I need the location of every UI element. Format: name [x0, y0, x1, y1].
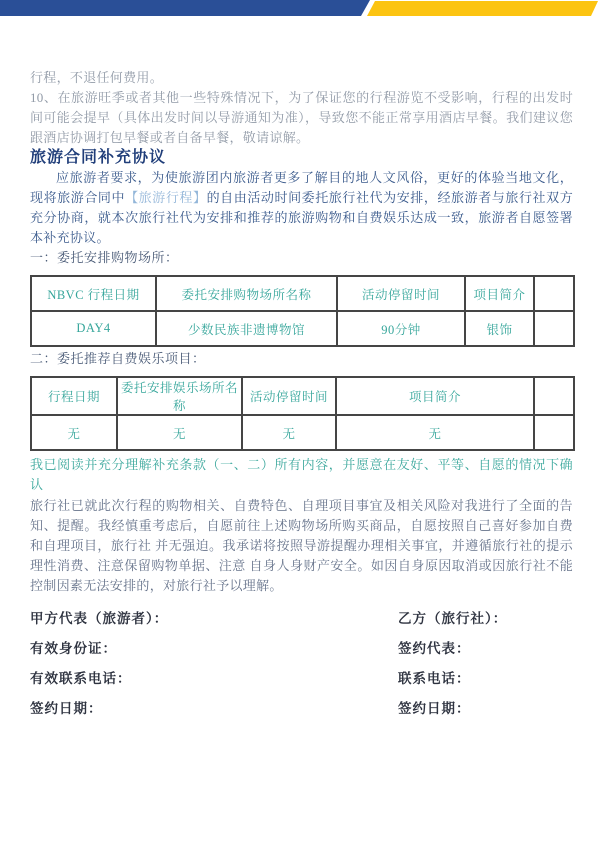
party-b-name-label: 乙方（旅行社）：	[398, 611, 508, 626]
shopping-cell-venue: 少数民族非遗博物馆	[156, 311, 337, 346]
agreement-title: 旅游合同补充协议	[30, 149, 167, 166]
entertainment-header-venue: 委托安排娱乐场所名称	[117, 377, 242, 415]
shopping-table-header-row	[31, 276, 574, 311]
top-brand-bar	[0, 0, 600, 17]
document-content	[30, 68, 573, 719]
party-b-representative-label: 签约代表：	[398, 641, 471, 656]
policy-item-10: 10、在旅游旺季或者其他一些特殊情况下，为了保证您的行程游览不受影响，行程的出发时间可能会提早（具体出发时间以导游通知为准），导致您不能正常享用酒店早餐。我们建议您跟酒店协调打包早餐或者自备早餐，敬请谅解。	[30, 90, 573, 145]
agreement-intro	[30, 168, 573, 248]
party-b-date-label: 签约日期：	[398, 701, 471, 716]
shopping-table	[30, 275, 575, 347]
shopping-cell-duration: 90分钟	[337, 311, 465, 346]
shopping-cell-date: DAY4	[31, 311, 156, 346]
shopping-header-venue: 委托安排购物场所名称	[156, 276, 337, 311]
entertainment-cell-brief: 无	[336, 415, 534, 450]
entertainment-header-brief: 项目简介	[336, 377, 534, 415]
entertainment-cell-venue: 无	[117, 415, 242, 450]
shopping-table-row	[31, 311, 574, 346]
shopping-header-extra	[534, 276, 574, 311]
entertainment-cell-duration: 无	[242, 415, 336, 450]
declaration-paragraph: 旅行社已就此次行程的购物相关、自费特色、自理项目事宜及相关风险对我进行了全面的告知、提醒。我经慎重考虑后，自愿前往上述购物场所购买商品，自愿按照自己喜好参加自费和自理项目，旅行社 并无强迫。我承诺将按照导游提醒办理相关事宜，并遵循旅行社的提示理性消费、注意保留购物单据、注意 自身人身财产安全。如因自身原因取消或因旅行社不能控制因素无法安排的，对旅行社予以理解。	[30, 498, 573, 593]
entertainment-cell-extra	[534, 415, 574, 450]
shopping-cell-brief: 银饰	[465, 311, 534, 346]
shopping-header-date: NBVC 行程日期	[31, 276, 156, 311]
party-b-phone-label: 联系电话：	[398, 671, 471, 686]
intro-note: 行程，不退任何费用。	[30, 70, 164, 85]
entertainment-header-extra	[534, 377, 574, 415]
agreement-intro-after: 的自由活动时间委托旅行社代为安排，经旅游者与旅行社双方充分协商，就本次旅行社代为安排和推荐的旅游购物和自费娱乐达成一致，旅游者自愿签署本补充协议。	[30, 190, 573, 245]
entertainment-header-date: 行程日期	[31, 377, 117, 415]
entertainment-cell-date: 无	[31, 415, 117, 450]
confirmation-note: 我已阅读并充分理解补充条款（一、二）所有内容，并愿意在友好、平等、自愿的情况下确认	[30, 457, 573, 492]
party-a-phone-label: 有效联系电话：	[30, 671, 132, 686]
party-a-date-label: 签约日期：	[30, 701, 103, 716]
entertainment-table-header-row	[31, 377, 574, 415]
section1-label: 一：委托安排购物场所：	[30, 250, 179, 265]
entertainment-table-row	[31, 415, 574, 450]
agreement-intro-before: 应旅游者要求，为使旅游团内旅游者更多了解目的地人文风俗，更好的体验当地文化，现将旅游合同中	[30, 170, 573, 205]
signature-block	[30, 609, 573, 719]
party-a-id-label: 有效身份证：	[30, 641, 117, 656]
entertainment-header-duration: 活动停留时间	[242, 377, 336, 415]
shopping-cell-extra	[534, 311, 574, 346]
itinerary-ref: 【旅游行程】	[125, 190, 207, 205]
shopping-header-duration: 活动停留时间	[337, 276, 465, 311]
party-a-representative-label: 甲方代表（旅游者）：	[30, 611, 169, 626]
entertainment-table	[30, 376, 575, 451]
section2-label: 二：委托推荐自费娱乐项目：	[30, 351, 206, 366]
shopping-header-brief: 项目简介	[465, 276, 534, 311]
